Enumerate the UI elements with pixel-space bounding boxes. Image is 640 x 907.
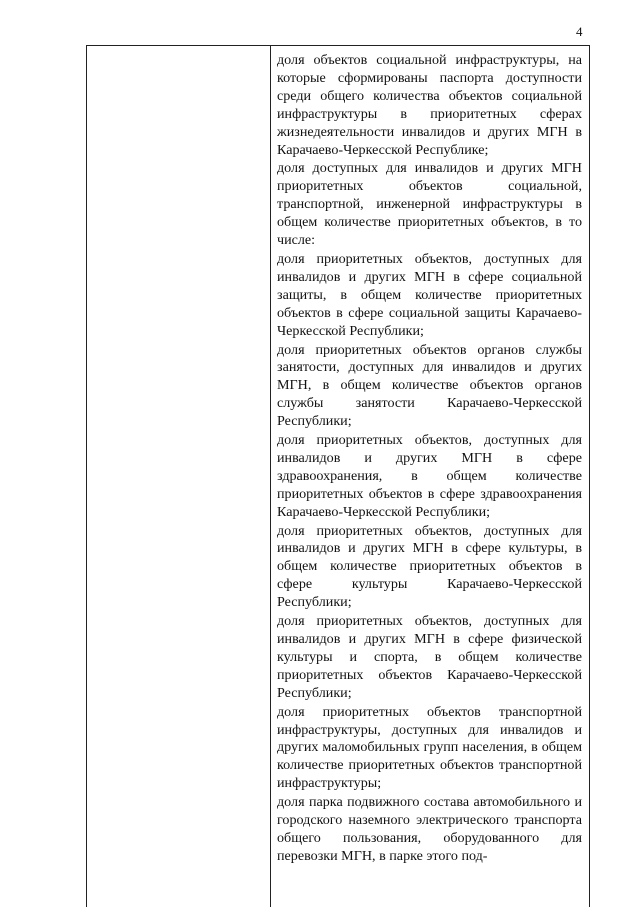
indicator-paragraph: доля приоритетных объектов органов службы занятости, доступных для инвалидов и других МГН, в общем количестве объектов органов службы занятости Карачаево-Черкесской Республики;	[277, 341, 582, 430]
document-table	[86, 45, 590, 907]
indicator-paragraph: доля приоритетных объектов, доступных для инвалидов и других МГН в сфере здравоохранения, в общем количестве приоритетных объектов в сфере здравоохранения Карачаево-Черкесской Республики;	[277, 432, 582, 520]
page-number: 4	[576, 24, 583, 39]
table-right-column	[271, 46, 589, 907]
indicator-paragraph: доля объектов социальной инфраструктуры, на которые сформированы паспорта доступности среди общего количества объектов социальной инфраструктуры в приоритетных сферах жизнедеятельности инвалидов и других МГН в Карачаево-Черкесской Республике;	[277, 52, 582, 158]
table-left-column	[87, 46, 271, 907]
indicator-paragraph: доля приоритетных объектов транспортной инфраструктуры, доступных для инвалидов и других маломобильных групп населения, в общем количестве приоритетных объектов транспортной инфраструктуры;	[277, 703, 582, 792]
indicator-paragraph: доля парка подвижного состава автомобильного и городского наземного электрического транспорта общего пользования, оборудованного для перевозки МГН, в парке этого под-	[277, 794, 582, 864]
indicator-paragraph: доля приоритетных объектов, доступных для инвалидов и других МГН в сфере культуры, в общем количестве приоритетных объектов в сфере культуры Карачаево-Черкесской Республики;	[277, 522, 582, 611]
indicator-paragraph: доля приоритетных объектов, доступных для инвалидов и других МГН в сфере социальной защиты, в общем количестве приоритетных объектов в сфере социальной защиты Карачаево-Черкесской Республики;	[277, 250, 582, 339]
indicator-paragraph: доля доступных для инвалидов и других МГН приоритетных объектов социальной, транспортной, инженерной инфраструктуры в общем количестве приоритетных объектов, в то числе:	[277, 160, 582, 249]
indicator-paragraph: доля приоритетных объектов, доступных для инвалидов и других МГН в сфере физической культуры и спорта, в общем количестве приоритетных объектов Карачаево-Черкесской Республики;	[277, 613, 582, 701]
